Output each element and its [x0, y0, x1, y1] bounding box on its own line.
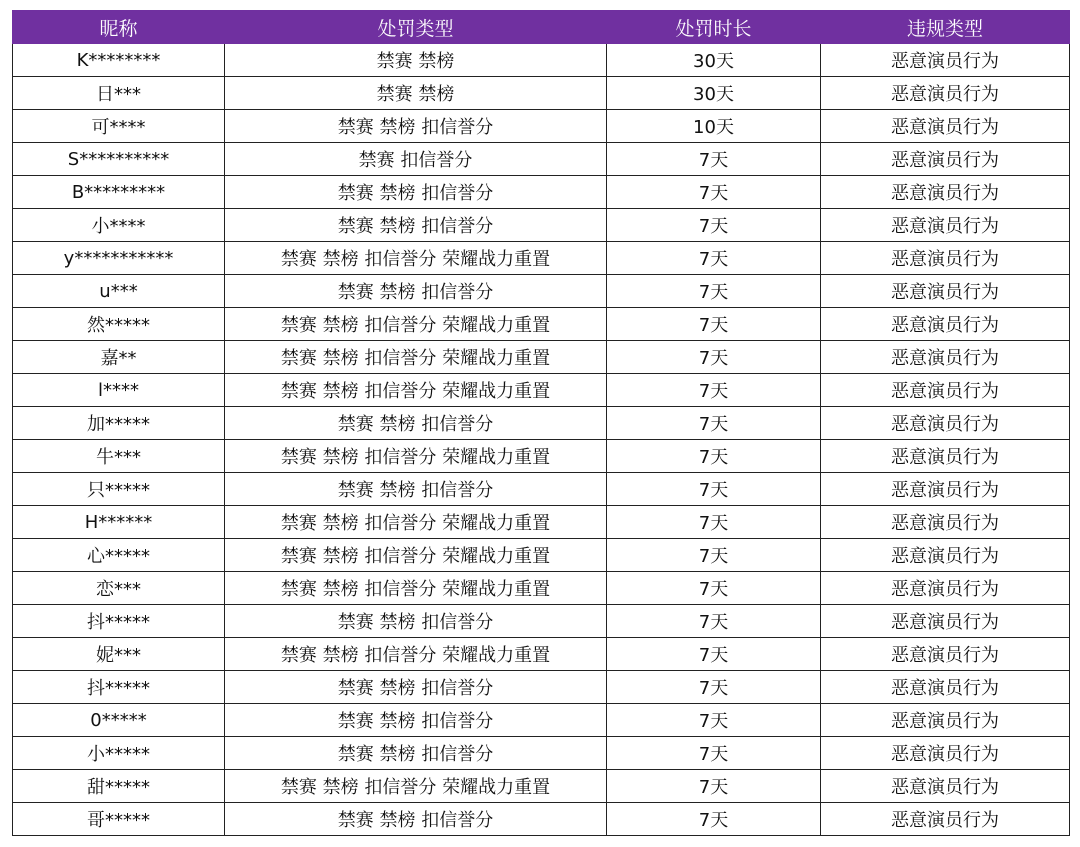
- cell-nickname: 抖*****: [13, 605, 225, 638]
- cell-nickname: S**********: [13, 143, 225, 176]
- cell-violation-type: 恶意演员行为: [821, 44, 1070, 77]
- cell-nickname: 恋***: [13, 572, 225, 605]
- cell-penalty-duration: 7天: [607, 275, 821, 308]
- cell-penalty-type: 禁赛 禁榜 扣信誉分 荣耀战力重置: [225, 242, 607, 275]
- cell-violation-type: 恶意演员行为: [821, 704, 1070, 737]
- cell-penalty-type: 禁赛 禁榜: [225, 44, 607, 77]
- cell-penalty-duration: 7天: [607, 770, 821, 803]
- penalty-table-container: [12, 10, 1069, 836]
- cell-nickname: 0*****: [13, 704, 225, 737]
- cell-penalty-type: 禁赛 禁榜 扣信誉分: [225, 473, 607, 506]
- cell-penalty-type: 禁赛 禁榜 扣信誉分: [225, 605, 607, 638]
- header-nickname: 昵称: [13, 11, 225, 44]
- table-row: [13, 374, 1070, 407]
- cell-violation-type: 恶意演员行为: [821, 275, 1070, 308]
- cell-violation-type: 恶意演员行为: [821, 473, 1070, 506]
- cell-penalty-type: 禁赛 禁榜 扣信誉分 荣耀战力重置: [225, 308, 607, 341]
- cell-penalty-duration: 7天: [607, 473, 821, 506]
- cell-nickname: 可****: [13, 110, 225, 143]
- cell-nickname: 嘉**: [13, 341, 225, 374]
- header-penalty-type: 处罚类型: [225, 11, 607, 44]
- cell-penalty-duration: 7天: [607, 638, 821, 671]
- cell-nickname: u***: [13, 275, 225, 308]
- cell-violation-type: 恶意演员行为: [821, 572, 1070, 605]
- cell-nickname: K********: [13, 44, 225, 77]
- cell-penalty-type: 禁赛 禁榜 扣信誉分: [225, 110, 607, 143]
- cell-penalty-duration: 7天: [607, 440, 821, 473]
- table-row: [13, 671, 1070, 704]
- cell-penalty-duration: 7天: [607, 308, 821, 341]
- cell-penalty-duration: 7天: [607, 539, 821, 572]
- cell-penalty-duration: 7天: [607, 176, 821, 209]
- cell-nickname: 只*****: [13, 473, 225, 506]
- cell-penalty-duration: 7天: [607, 506, 821, 539]
- cell-nickname: 妮***: [13, 638, 225, 671]
- table-row: [13, 44, 1070, 77]
- table-row: [13, 539, 1070, 572]
- cell-penalty-duration: 7天: [607, 704, 821, 737]
- cell-penalty-type: 禁赛 禁榜 扣信誉分 荣耀战力重置: [225, 770, 607, 803]
- cell-violation-type: 恶意演员行为: [821, 308, 1070, 341]
- cell-violation-type: 恶意演员行为: [821, 638, 1070, 671]
- cell-penalty-duration: 30天: [607, 44, 821, 77]
- header-violation-type: 违规类型: [821, 11, 1070, 44]
- cell-violation-type: 恶意演员行为: [821, 539, 1070, 572]
- cell-penalty-type: 禁赛 禁榜 扣信誉分 荣耀战力重置: [225, 374, 607, 407]
- table-row: [13, 242, 1070, 275]
- cell-penalty-duration: 7天: [607, 341, 821, 374]
- cell-nickname: 心*****: [13, 539, 225, 572]
- cell-nickname: B*********: [13, 176, 225, 209]
- cell-violation-type: 恶意演员行为: [821, 407, 1070, 440]
- table-row: [13, 341, 1070, 374]
- cell-nickname: 甜*****: [13, 770, 225, 803]
- cell-penalty-type: 禁赛 禁榜 扣信誉分: [225, 737, 607, 770]
- cell-penalty-type: 禁赛 扣信誉分: [225, 143, 607, 176]
- cell-violation-type: 恶意演员行为: [821, 440, 1070, 473]
- cell-violation-type: 恶意演员行为: [821, 506, 1070, 539]
- table-row: [13, 506, 1070, 539]
- cell-violation-type: 恶意演员行为: [821, 77, 1070, 110]
- cell-penalty-type: 禁赛 禁榜 扣信誉分 荣耀战力重置: [225, 638, 607, 671]
- cell-violation-type: 恶意演员行为: [821, 110, 1070, 143]
- table-row: [13, 704, 1070, 737]
- cell-nickname: 牛***: [13, 440, 225, 473]
- cell-penalty-duration: 7天: [607, 143, 821, 176]
- table-body: [13, 44, 1070, 836]
- cell-penalty-type: 禁赛 禁榜 扣信誉分 荣耀战力重置: [225, 539, 607, 572]
- cell-penalty-duration: 7天: [607, 605, 821, 638]
- table-row: [13, 638, 1070, 671]
- cell-violation-type: 恶意演员行为: [821, 737, 1070, 770]
- cell-nickname: 然*****: [13, 308, 225, 341]
- cell-penalty-type: 禁赛 禁榜 扣信誉分: [225, 275, 607, 308]
- cell-violation-type: 恶意演员行为: [821, 176, 1070, 209]
- cell-penalty-type: 禁赛 禁榜 扣信誉分 荣耀战力重置: [225, 440, 607, 473]
- table-row: [13, 473, 1070, 506]
- table-row: [13, 737, 1070, 770]
- cell-penalty-type: 禁赛 禁榜 扣信誉分: [225, 704, 607, 737]
- cell-nickname: 抖*****: [13, 671, 225, 704]
- cell-penalty-duration: 7天: [607, 374, 821, 407]
- table-row: [13, 77, 1070, 110]
- cell-penalty-duration: 7天: [607, 671, 821, 704]
- cell-nickname: 日***: [13, 77, 225, 110]
- cell-violation-type: 恶意演员行为: [821, 143, 1070, 176]
- cell-violation-type: 恶意演员行为: [821, 374, 1070, 407]
- cell-violation-type: 恶意演员行为: [821, 242, 1070, 275]
- table-row: [13, 308, 1070, 341]
- table-row: [13, 275, 1070, 308]
- table-row: [13, 440, 1070, 473]
- cell-penalty-duration: 7天: [607, 803, 821, 836]
- cell-penalty-duration: 7天: [607, 572, 821, 605]
- table-row: [13, 605, 1070, 638]
- table-row: [13, 770, 1070, 803]
- cell-violation-type: 恶意演员行为: [821, 341, 1070, 374]
- cell-nickname: y***********: [13, 242, 225, 275]
- cell-penalty-type: 禁赛 禁榜 扣信誉分 荣耀战力重置: [225, 572, 607, 605]
- cell-nickname: 小****: [13, 209, 225, 242]
- cell-penalty-type: 禁赛 禁榜 扣信誉分: [225, 176, 607, 209]
- table-row: [13, 572, 1070, 605]
- cell-penalty-type: 禁赛 禁榜 扣信誉分 荣耀战力重置: [225, 506, 607, 539]
- table-header: [13, 11, 1070, 44]
- cell-penalty-duration: 10天: [607, 110, 821, 143]
- cell-penalty-type: 禁赛 禁榜 扣信誉分: [225, 671, 607, 704]
- table-row: [13, 176, 1070, 209]
- cell-penalty-duration: 7天: [607, 737, 821, 770]
- table-row: [13, 110, 1070, 143]
- cell-violation-type: 恶意演员行为: [821, 671, 1070, 704]
- cell-penalty-type: 禁赛 禁榜: [225, 77, 607, 110]
- cell-penalty-duration: 7天: [607, 407, 821, 440]
- header-penalty-duration: 处罚时长: [607, 11, 821, 44]
- table-row: [13, 803, 1070, 836]
- cell-nickname: 哥*****: [13, 803, 225, 836]
- penalty-table: [12, 10, 1070, 836]
- cell-penalty-type: 禁赛 禁榜 扣信誉分: [225, 209, 607, 242]
- cell-penalty-type: 禁赛 禁榜 扣信誉分 荣耀战力重置: [225, 341, 607, 374]
- cell-penalty-type: 禁赛 禁榜 扣信誉分: [225, 407, 607, 440]
- table-row: [13, 407, 1070, 440]
- cell-penalty-duration: 30天: [607, 77, 821, 110]
- header-row: [13, 11, 1070, 44]
- table-row: [13, 143, 1070, 176]
- cell-penalty-duration: 7天: [607, 242, 821, 275]
- table-row: [13, 209, 1070, 242]
- cell-penalty-duration: 7天: [607, 209, 821, 242]
- cell-penalty-type: 禁赛 禁榜 扣信誉分: [225, 803, 607, 836]
- cell-nickname: 小*****: [13, 737, 225, 770]
- cell-violation-type: 恶意演员行为: [821, 605, 1070, 638]
- cell-violation-type: 恶意演员行为: [821, 770, 1070, 803]
- cell-nickname: l****: [13, 374, 225, 407]
- cell-nickname: H******: [13, 506, 225, 539]
- cell-violation-type: 恶意演员行为: [821, 209, 1070, 242]
- cell-violation-type: 恶意演员行为: [821, 803, 1070, 836]
- cell-nickname: 加*****: [13, 407, 225, 440]
